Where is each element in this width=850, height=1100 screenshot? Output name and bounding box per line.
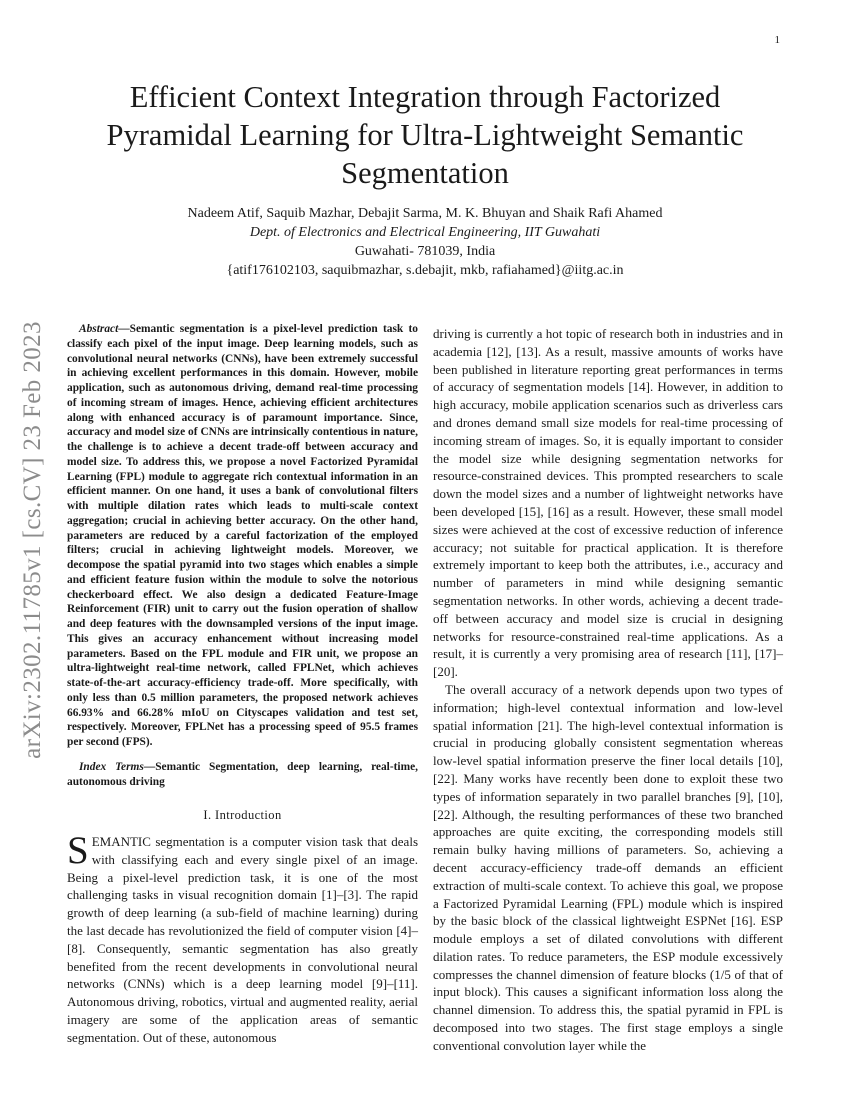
left-column	[67, 322, 418, 1047]
author-list: Nadeem Atif, Saquib Mazhar, Debajit Sarma, M. K. Bhuyan and Shaik Rafi Ahamed	[187, 206, 663, 221]
arxiv-stamp-text: arXiv:2302.11785v1 [cs.CV] 23 Feb 2023	[19, 321, 47, 759]
page-number: 1	[774, 34, 780, 46]
intro-text-left: segmentation is a computer vision task that deals with classifying each and every single pixel of an image. Being a pixel-level prediction task, it is one of the most challenging tasks in visual recognition domain [1]–[3]. The rapid growth of deep learning (a sub-field of machine learning) during the last decade has revolutionized the field of computer vision [4]–[8]. Consequently, semantic segmentation has also greatly benefited from the recent developments in convolutional neural networks (CNNs) which is a deep learning model [9]–[11]. Autonomous driving, robotics, virtual and augmented reality, aerial imagery are some of the application areas of semantic segmentation. Out of these, autonomous	[67, 834, 418, 1045]
right-column	[433, 325, 783, 1055]
paper-title	[60, 78, 790, 192]
index-terms	[67, 760, 418, 790]
title-line-3: Segmentation	[341, 156, 509, 190]
index-terms-text: —Semantic Segmentation, deep learning, real-time, autonomous driving	[67, 760, 418, 788]
title-line-2: Pyramidal Learning for Ultra-Lightweight Semantic	[106, 118, 744, 152]
abstract	[67, 322, 418, 750]
intro-paragraph-2: The overall accuracy of a network depends upon two types of information; high-level contextual information and low-level spatial information [21]. The high-level contextual information is crucial in producing globally consistent segmentation whereas low-level spatial information preserve the finer local details [10], [22]. Many works have recently been done to exploit these two types of information separately in two parallel branches [9], [10], [22]. Although, the resulting performances of these two branched approaches are quite exciting, the corresponding models still remain bulky having millions of parameters. So, achieving a decent accuracy-efficiency trade-off demands an efficient extraction of multi-scale context. To achieve this goal, we propose a Factorized Pyramidal Learning (FPL) module which is inspired by the basic block of the classical lightweight ESPNet [16]. ESP module employs a set of dilated convolutions with different dilation rates. To reduce parameters, the ESP module excessively compresses the channel dimension of feature blocks (1/5 of that of input block). This causes a significant information loss along the channel dimension. To address this, the spatial pyramid in FPL is decomposed into two stages. The first stage employs a single conventional convolution layer while the	[433, 681, 783, 1053]
abstract-text: —Semantic segmentation is a pixel-level prediction task to classify each pixel of the input image. Deep learning models, such as convolutional neural networks (CNNs), have been extremely successful in achieving excellent performances in this domain. However, mobile application, such as autonomous driving, demand real-time processing of incoming stream of images. Hence, achieving efficient architectures along with enhanced accuracy is of paramount importance. Since, accuracy and model size of CNNs are intrinsically contentious in nature, the challenge is to achieve a decent trade-off between accuracy and model size. To address this, we propose a novel Factorized Pyramidal Learning (FPL) module to aggregate rich contextual information in an efficient manner. On one hand, it uses a bank of convolutional filters with multiple dilation rates which leads to multi-scale context aggregation; crucial in achieving better accuracy. On the other hand, parameters are reduced by a careful factorization of the employed filters; crucial in achieving lightweight models. Moreover, we decompose the spatial pyramid into two stages which enables a simple and efficient feature fusion within the module to solve the notorious checkerboard effect. We also design a dedicated Feature-Image Reinforcement (FIR) unit to carry out the fusion operation of shallow and deep features with the downsampled versions of the input image. This gives an accuracy enhancement without increasing model parameters. Based on the FPL module and FIR unit, we propose an ultra-lightweight real-time network, called FPLNet, which achieves state-of-the-art accuracy-efficiency trade-off. More specifically, with only less than 0.5 million parameters, the proposed network achieves 66.93% and 66.28% mIoU on Cityscapes validation and test set, respectively. Moreover, FPLNet has a processing speed of 95.5 frames per second (FPS).	[67, 323, 418, 748]
intro-first-word: EMANTIC	[91, 834, 151, 850]
intro-paragraph-1	[67, 829, 418, 1047]
dropcap: S	[67, 829, 89, 873]
department: Dept. of Electronics and Electrical Engineering, IIT Guwahati	[249, 225, 601, 240]
location: Guwahati- 781039, India	[354, 244, 496, 259]
arxiv-stamp	[18, 295, 48, 785]
section-heading-introduction: I. Introduction	[203, 808, 282, 823]
index-terms-label: Index Terms	[79, 760, 144, 773]
emails: {atif176102103, saquibmazhar, s.debajit, mkb, rafiahamed}@iitg.ac.in	[226, 263, 624, 278]
intro-paragraph-1-cont: driving is currently a hot topic of research both in industries and in academia [12], [13]. As a result, massive amounts of works have been published in literature reporting great performances in terms of accuracy of segmentation models [14]. However, in addition to high accuracy, mobile application scenarios such as driverless cars and drones demand small size models for real-time processing of incoming stream of images. So, it is equally important to consider the model size while designing segmentation networks for resource-constrained devices. This prompted researchers to scale down the model sizes and a number of lightweight networks have been developed [15], [16] as a result. However, these small model sizes were achieved at the cost of excessive reduction of inference accuracy; not suitable for practical application. It is therefore extremely important to keep both the attributes, i.e., accuracy and number of parameters in mind while designing semantic segmentation networks. In other words, achieving a decent trade-off between accuracy and model size is crucial in designing networks for resource-constrained real-time applications. As a result, it is currently a very promising area of research [11], [17]–[20].	[433, 326, 783, 680]
title-line-1: Efficient Context Integration through Factorized	[129, 80, 721, 114]
abstract-label: Abstract	[79, 323, 119, 335]
title-block	[60, 78, 790, 280]
